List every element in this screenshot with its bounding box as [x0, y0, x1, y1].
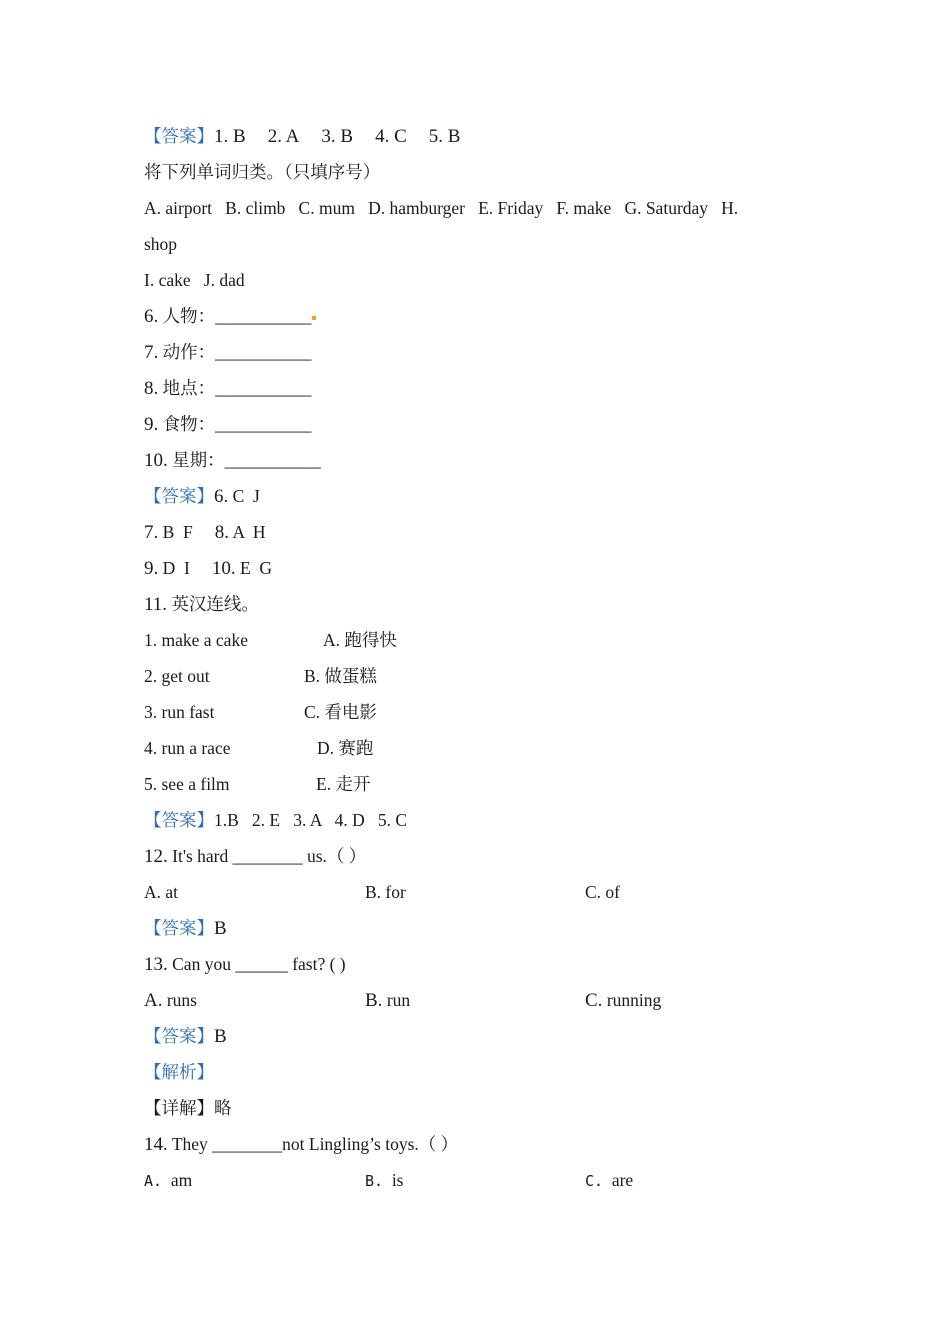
option-a	[144, 1162, 192, 1199]
answer-number: 6.	[214, 486, 229, 507]
question-number: 12.	[144, 846, 168, 867]
chinese-meaning: C. 看电影	[304, 702, 377, 722]
option-b	[365, 1162, 404, 1199]
option-b: B. for	[365, 882, 406, 902]
question-number: 13.	[144, 954, 168, 975]
option-b	[365, 982, 410, 1019]
option-text: runs	[166, 990, 197, 1010]
classify-item	[144, 298, 824, 334]
worksheet-page	[144, 118, 824, 1198]
classify-instruction: 将下列单词归类。（只填序号）	[144, 162, 381, 182]
answer-value: E G	[239, 558, 273, 578]
classify-item	[144, 334, 824, 370]
answer-value: B	[214, 918, 227, 939]
options-row	[144, 982, 824, 1018]
classify-answer	[144, 550, 824, 586]
question-12-answer	[144, 910, 824, 946]
matching-instruction: 英汉连线。	[171, 594, 259, 614]
matching-answer	[144, 802, 824, 838]
options-row	[144, 874, 824, 910]
matching-row	[144, 694, 824, 730]
matching-row	[144, 658, 824, 694]
answer-blank: ___________	[215, 378, 312, 398]
option-letter: A.	[144, 1172, 163, 1190]
category-label: 地点：	[162, 378, 216, 398]
option-letter: B.	[365, 990, 383, 1011]
answer-value: B	[214, 1026, 227, 1047]
word-list-line: A. airport B. climb C. mum D. hamburger E. Friday F. make G. Saturday H.	[144, 198, 739, 218]
answer-label: 【答案】	[144, 810, 214, 830]
classify-item	[144, 442, 824, 478]
option-c	[585, 982, 661, 1019]
option-a: A. at	[144, 882, 179, 902]
detail-label: 【详解】	[144, 1098, 214, 1118]
classify-answer	[144, 478, 824, 514]
answer-label: 【答案】	[144, 126, 214, 146]
question-number: 14.	[144, 1134, 168, 1155]
answer-item: 4. C	[375, 126, 407, 147]
question-number: 8.	[144, 378, 159, 399]
question-13-analysis	[144, 1054, 824, 1090]
word-list-line: shop	[144, 234, 178, 254]
question-text: They ________not Lingling’s toys.（ ）	[171, 1134, 459, 1154]
category-label: 人物：	[162, 306, 216, 326]
answer-blank: ___________	[215, 342, 312, 362]
chinese-meaning: E. 走开	[316, 774, 371, 794]
answer-number: 9.	[144, 558, 159, 579]
chinese-meaning: B. 做蛋糕	[304, 666, 377, 686]
marker-dot-icon	[312, 316, 316, 320]
question-number: 9.	[144, 414, 159, 435]
option-c	[585, 1162, 633, 1199]
option-letter: C.	[585, 1172, 604, 1190]
answer-number: 8.	[214, 522, 230, 543]
classify-item	[144, 406, 824, 442]
answer-blank: ___________	[224, 450, 321, 470]
answer-number: 7.	[144, 522, 159, 543]
classify-item	[144, 370, 824, 406]
question-14	[144, 1126, 824, 1162]
option-text: run	[386, 990, 411, 1010]
question-number: 7.	[144, 342, 159, 363]
answer-value: 1.B 2. E 3. A 4. D 5. C	[214, 810, 408, 830]
answer-label: 【答案】	[144, 1026, 214, 1046]
answer-label: 【答案】	[144, 918, 214, 938]
answer-label: 【答案】	[144, 486, 214, 506]
option-text: is	[391, 1170, 404, 1190]
option-c: C. of	[585, 882, 620, 902]
english-phrase: 5. see a film	[144, 774, 230, 794]
analysis-label: 【解析】	[144, 1062, 214, 1082]
option-letter: B.	[365, 1172, 384, 1190]
option-text: are	[611, 1170, 634, 1190]
answer-value: C J	[232, 486, 260, 506]
answer-item: 3. B	[321, 126, 354, 147]
matching-row	[144, 766, 824, 802]
answer-value: A H	[232, 522, 266, 542]
english-phrase: 4. run a race	[144, 738, 231, 758]
option-letter: C.	[585, 990, 603, 1011]
category-label: 星期：	[172, 450, 225, 470]
question-text: Can you ______ fast? ( )	[172, 954, 346, 974]
answer-item: 1. B	[214, 126, 246, 147]
question-text: It's hard ________ us.（ ）	[172, 846, 367, 866]
category-label: 食物：	[162, 414, 216, 434]
classify-answer	[144, 514, 824, 550]
question-13-answer	[144, 1018, 824, 1054]
options-row	[144, 1162, 824, 1198]
question-number: 10.	[144, 450, 168, 471]
english-phrase: 3. run fast	[144, 702, 215, 722]
answer-item: 5. B	[428, 126, 461, 147]
answer-value: B F	[162, 522, 193, 542]
matching-title	[144, 586, 824, 622]
question-13	[144, 946, 824, 982]
matching-row	[144, 730, 824, 766]
option-text: am	[170, 1170, 193, 1190]
answer-value: D I	[162, 558, 190, 578]
question-number: 6.	[144, 306, 159, 327]
answer-blank: ___________	[215, 414, 312, 434]
matching-row	[144, 622, 824, 658]
section1-answer	[144, 118, 824, 154]
english-phrase: 2. get out	[144, 666, 210, 686]
question-13-detail	[144, 1090, 824, 1126]
question-12	[144, 838, 824, 874]
option-a	[144, 982, 197, 1019]
answer-blank: ___________	[215, 306, 312, 326]
option-letter: A.	[144, 990, 163, 1011]
word-list-line: I. cake J. dad	[144, 270, 245, 290]
chinese-meaning: A. 跑得快	[323, 630, 397, 650]
english-phrase: 1. make a cake	[144, 630, 248, 650]
option-text: running	[606, 990, 662, 1010]
chinese-meaning: D. 赛跑	[317, 738, 374, 758]
answer-item: 2. A	[267, 126, 300, 147]
question-number: 11.	[144, 594, 168, 615]
detail-text: 略	[214, 1098, 232, 1118]
category-label: 动作：	[162, 342, 216, 362]
answer-number: 10.	[211, 558, 236, 579]
